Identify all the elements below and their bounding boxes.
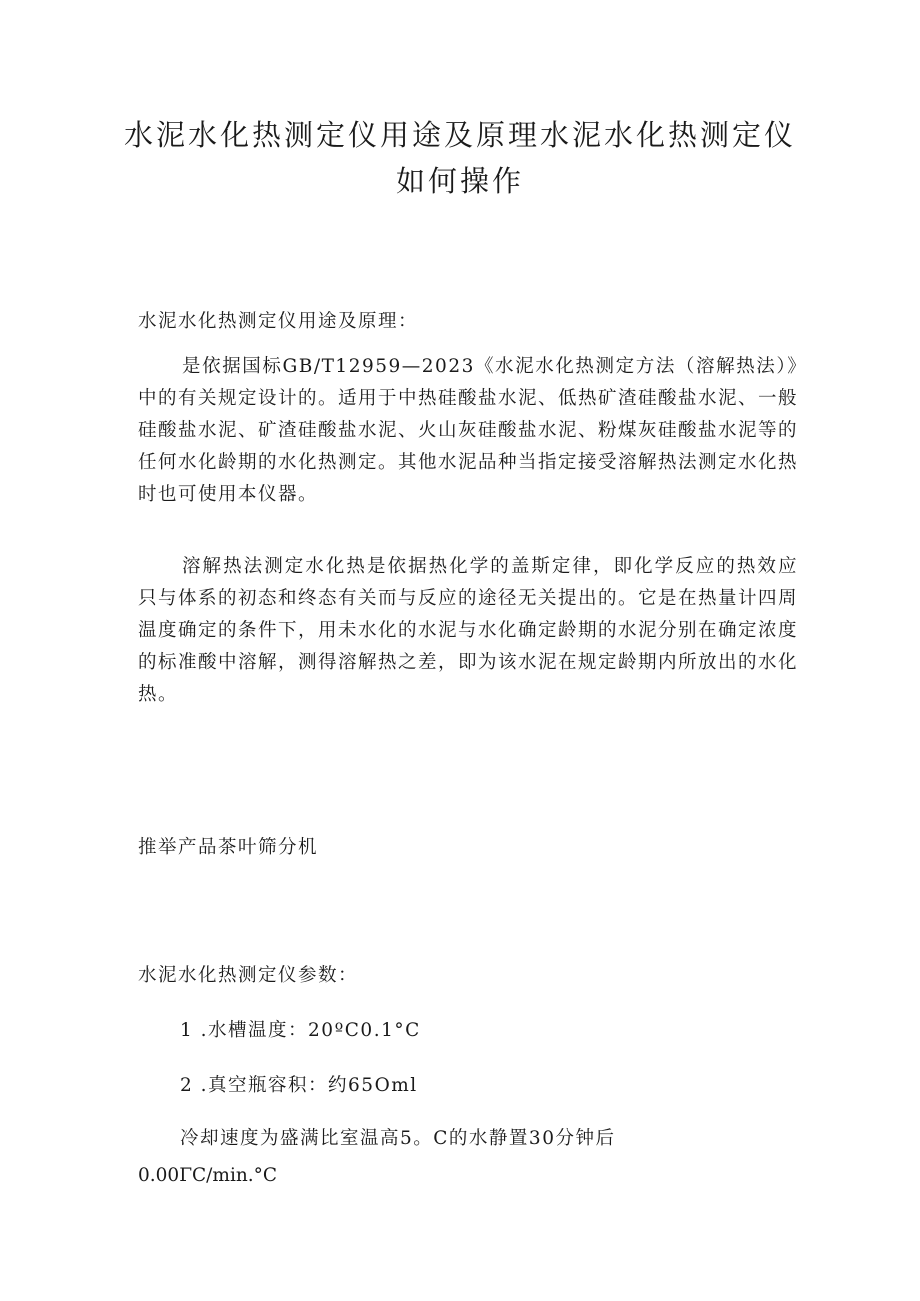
section1-paragraph-2: 溶解热法测定水化热是依据热化学的盖斯定律，即化学反应的热效应只与体系的初态和终态有关而与反应的途径无关提出的。它是在热量计四周温度确定的条件下，用未水化的水泥与水化确定龄期的水泥分别在确定浓度的标准酸中溶解，测得溶解热之差，即为该水泥在规定龄期内所放出的水化热。 [138, 556, 799, 705]
section1-heading: 水泥水化热测定仪用途及原理： [138, 311, 419, 332]
recommend-product: 推举产品茶叶筛分机 [138, 837, 319, 858]
document-title: 水泥水化热测定仪用途及原理水泥水化热测定仪如何操作 [123, 118, 796, 198]
section2-heading: 水泥水化热测定仪参数： [138, 965, 359, 986]
param-item-2: 2 .真空瓶容积：约65Oml [180, 1075, 418, 1096]
cooling-text: 冷却速度为盛满比室温高5。C的水静置30分钟后 [180, 1128, 616, 1149]
cooling-value: 0.00ΓC∕min.°C [138, 1165, 278, 1186]
param-item-1: 1 .水槽温度：20ºC0.1°C [180, 1020, 421, 1041]
section1-paragraph-1: 是依据国标GB/T12959—2023《水泥水化热测定方法（溶解热法）》中的有关规定设计的。适用于中热硅酸盐水泥、低热矿渣硅酸盐水泥、一般硅酸盐水泥、矿渣硅酸盐水泥、火山灰硅酸盐水泥、粉煤灰硅酸盐水泥等的任何水化龄期的水化热测定。其他水泥品种当指定接受溶解热法测定水化热时也可使用本仪器。 [138, 356, 799, 505]
